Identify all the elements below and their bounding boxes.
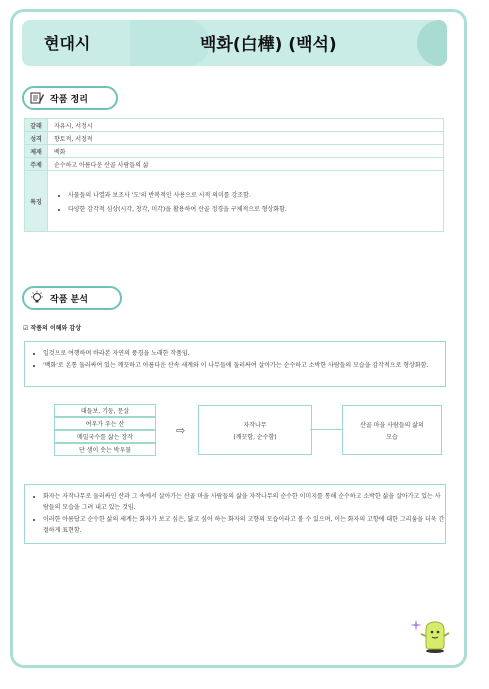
section-analysis-label: 작품 분석 [50, 294, 88, 305]
right-line: 산골 마을 사람들의 삶의 [360, 421, 424, 429]
summary-table [24, 118, 444, 232]
list-item: • 사물들의 나열과 보조사 '도'의 반복적인 사용으로 시적 의미를 강조함. [68, 190, 437, 199]
mascot-character-icon [420, 620, 450, 658]
list-item: • 이러한 아름답고 순수한 삶의 세계는 화자가 보고 싶은, 닮고 싶어 하는 화자의 고향의 모습이라고 볼 수 있으며, 이는 화자의 고향에 대한 그리움을 더욱 간절하게 표현함. [43, 514, 445, 536]
connector-line [310, 429, 342, 430]
table-row [25, 158, 444, 171]
row-value: 자유시, 서정시 [48, 119, 444, 132]
middle-line: (깨끗함, 순수함) [233, 433, 277, 441]
table-row [25, 145, 444, 158]
banner-right-accent [417, 20, 447, 66]
notes-box [24, 484, 446, 544]
middle-line: 자작나무 [243, 421, 267, 429]
diagram-middle-box [198, 405, 312, 455]
row-key: 성격 [25, 132, 48, 145]
list-item: • '백화'로 온통 둘러싸여 있는 깨끗하고 아름다운 산속 세계와 이 나무들에 둘러싸여 살아가는 순수하고 소박한 사람들의 모습을 감각적으로 형상화함. [43, 360, 445, 371]
category-label: 현대시 [44, 34, 91, 53]
lightbulb-icon [30, 291, 44, 305]
table-row [25, 132, 444, 145]
section-summary-pill [22, 86, 118, 110]
appreciation-box [24, 341, 446, 387]
arrow-right-icon: ⇨ [176, 424, 186, 437]
row-value: 향토적, 서정적 [48, 132, 444, 145]
list-item: • 다양한 감각적 심상(시각, 청각, 미각)을 활용하여 산골 정경을 구체적으로 형상화함. [68, 204, 437, 213]
row-value: 순수하고 아름다운 산골 사람들의 삶 [48, 158, 444, 171]
diagram-left-item: 대들보, 기둥, 문살 [54, 404, 156, 417]
list-item: • 일것으로 여행하며 바라본 자연의 풍경을 노래한 작품임. [43, 348, 445, 359]
page-title: 백화(白樺) (백석) [200, 35, 337, 55]
row-value: 백화 [48, 145, 444, 158]
section-analysis-pill [22, 286, 122, 310]
right-line: 모습 [386, 433, 398, 441]
table-row [25, 119, 444, 132]
appreciation-title: ☑ 작품의 이해와 감상 [23, 325, 82, 332]
row-key: 특징 [25, 171, 48, 232]
table-row [25, 171, 444, 232]
diagram-left-item: 단 샘이 솟는 박우물 [54, 443, 156, 456]
row-key: 갈래 [25, 119, 48, 132]
diagram-left-item: 여우가 우는 산 [54, 417, 156, 430]
diagram-right-box [342, 405, 442, 455]
diagram-left-item: 메밀국수를 삶는 장작 [54, 430, 156, 443]
feature-list-cell [48, 171, 444, 232]
title-banner [22, 20, 447, 66]
row-key: 주제 [25, 158, 48, 171]
section-summary-label: 작품 정리 [50, 94, 88, 105]
banner-divider [130, 20, 210, 66]
notebook-pencil-icon [30, 91, 44, 105]
row-key: 제재 [25, 145, 48, 158]
list-item: • 화자는 자작나무로 둘러싸인 산과 그 속에서 살아가는 산골 마을 사람들의 삶을 자작나무의 순수한 이미지를 통해 순수하고 소박한 삶을 살아가고 있는 사람들의 모습을 그려 내고 있는 것임. [43, 491, 445, 513]
